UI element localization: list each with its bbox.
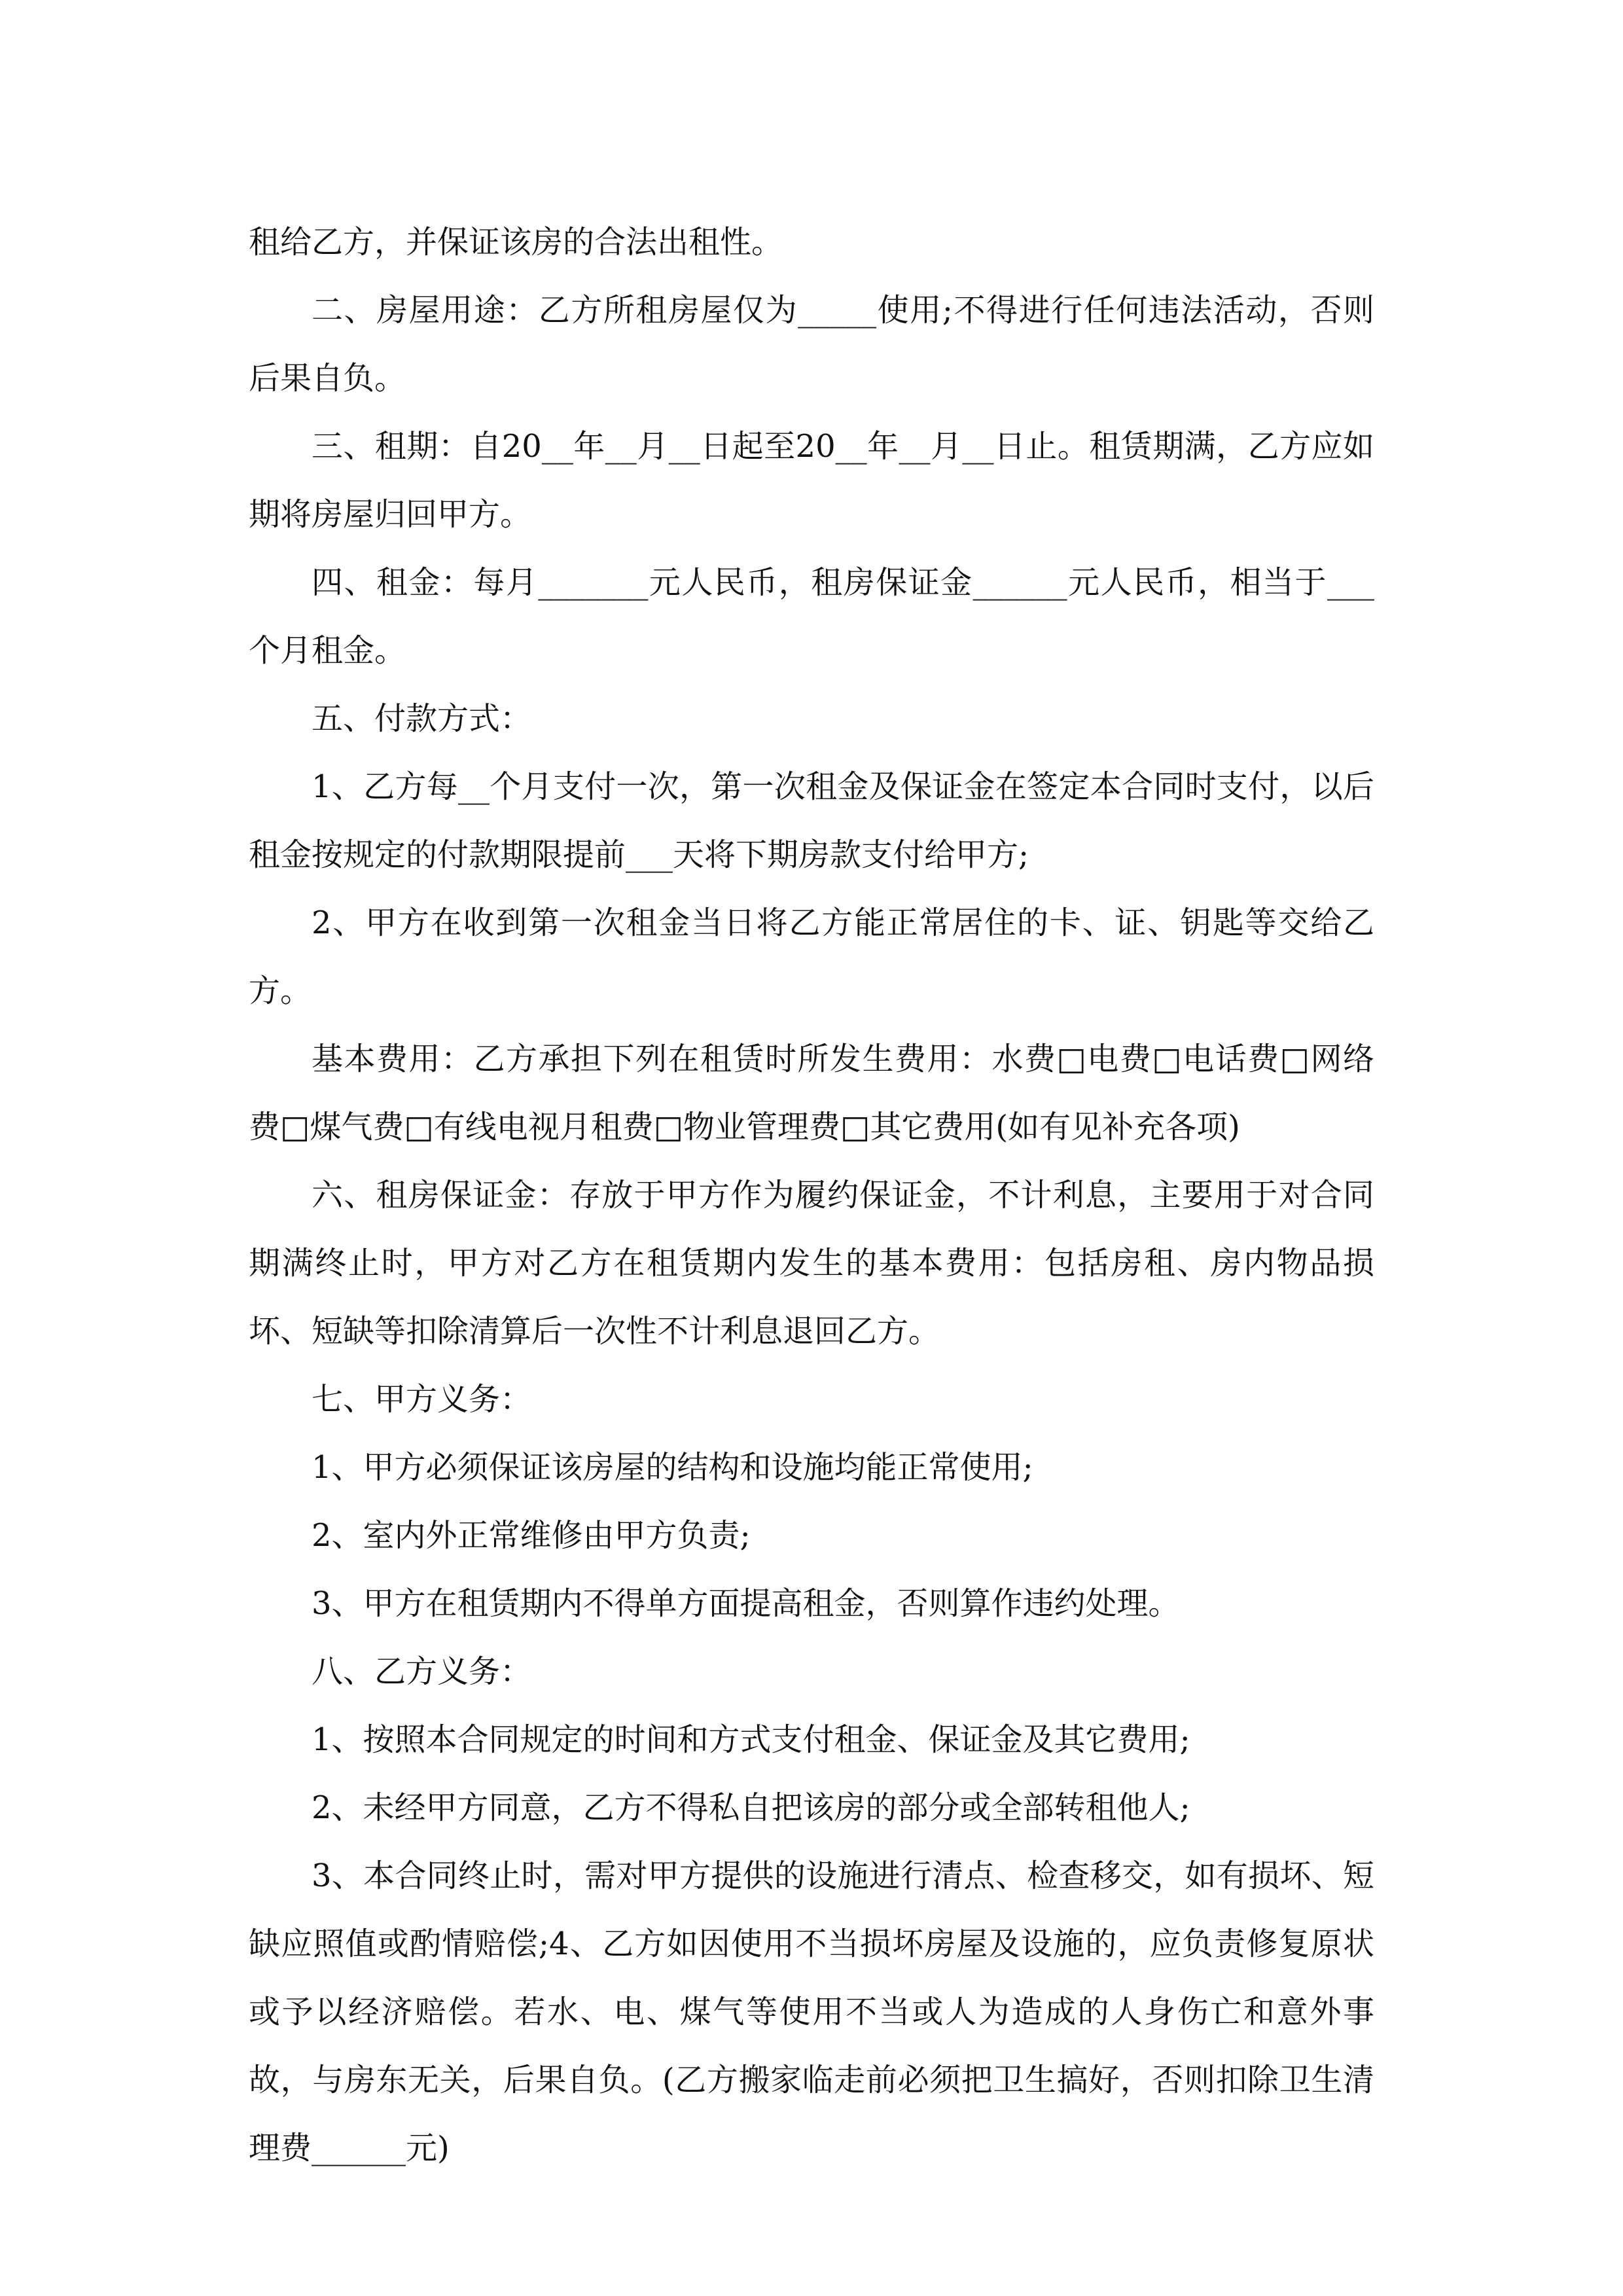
paragraph-basic-fees: 基本费用：乙方承担下列在租赁时所发生费用：水费□电费□电话费□网络费□煤气费□有线电视月租费□物业管理费□其它费用(如有见补充各项) [249,1041,1374,1145]
paragraph-lease-clause: 租给乙方，并保证该房的合法出租性。 [249,224,783,260]
paragraph-payment-2: 2、甲方在收到第一次租金当日将乙方能正常居住的卡、证、钥匙等交给乙方。 [249,905,1374,1009]
heading-tenant-obligations: 八、乙方义务： [312,1653,532,1690]
heading-landlord-obligations: 七、甲方义务： [312,1381,532,1418]
paragraph-lease-term: 三、租期：自20__年__月__日起至20__年__月__日止。租赁期满，乙方应如期将房屋归回甲方。 [249,428,1374,533]
paragraph-landlord-3: 3、甲方在租赁期内不得单方面提高租金，否则算作违约处理。 [312,1585,1180,1622]
paragraph-tenant-2: 2、未经甲方同意，乙方不得私自把该房的部分或全部转租他人; [312,1789,1190,1826]
paragraph-tenant-1: 1、按照本合同规定的时间和方式支付租金、保证金及其它费用; [312,1721,1190,1758]
paragraph-deposit: 六、租房保证金：存放于甲方作为履约保证金，不计利息，主要用于对合同期满终止时，甲方对乙方在租赁期内发生的基本费用：包括房租、房内物品损坏、短缺等扣除清算后一次性不计利息退回乙方。 [249,1177,1374,1350]
paragraph-landlord-2: 2、室内外正常维修由甲方负责; [312,1517,751,1554]
heading-payment-method: 五、付款方式： [312,700,532,737]
paragraph-landlord-1: 1、甲方必须保证该房屋的结构和设施均能正常使用; [312,1449,1033,1486]
paragraph-payment-1: 1、乙方每__个月支付一次，第一次租金及保证金在签定本合同时支付，以后租金按规定的付款期限提前___天将下期房款支付给甲方; [249,768,1374,873]
paragraph-tenant-3: 3、本合同终止时，需对甲方提供的设施进行清点、检查移交，如有损坏、短缺应照值或酌情赔偿;4、乙方如因使用不当损坏房屋及设施的，应负责修复原状或予以经济赔偿。若水、电、煤气等使用不当或人为造成的人身伤亡和意外事故，与房东无关，后果自负。(乙方搬家临走前必须把卫生搞好，否则扣除卫生清理费______元) [249,1857,1374,2166]
paragraph-rent: 四、租金：每月_______元人民币，租房保证金______元人民币，相当于___个月租金。 [249,564,1374,669]
paragraph-house-usage: 二、房屋用途：乙方所租房屋仅为_____使用;不得进行任何违法活动，否则后果自负。 [249,292,1374,397]
document-body [249,208,1374,2182]
